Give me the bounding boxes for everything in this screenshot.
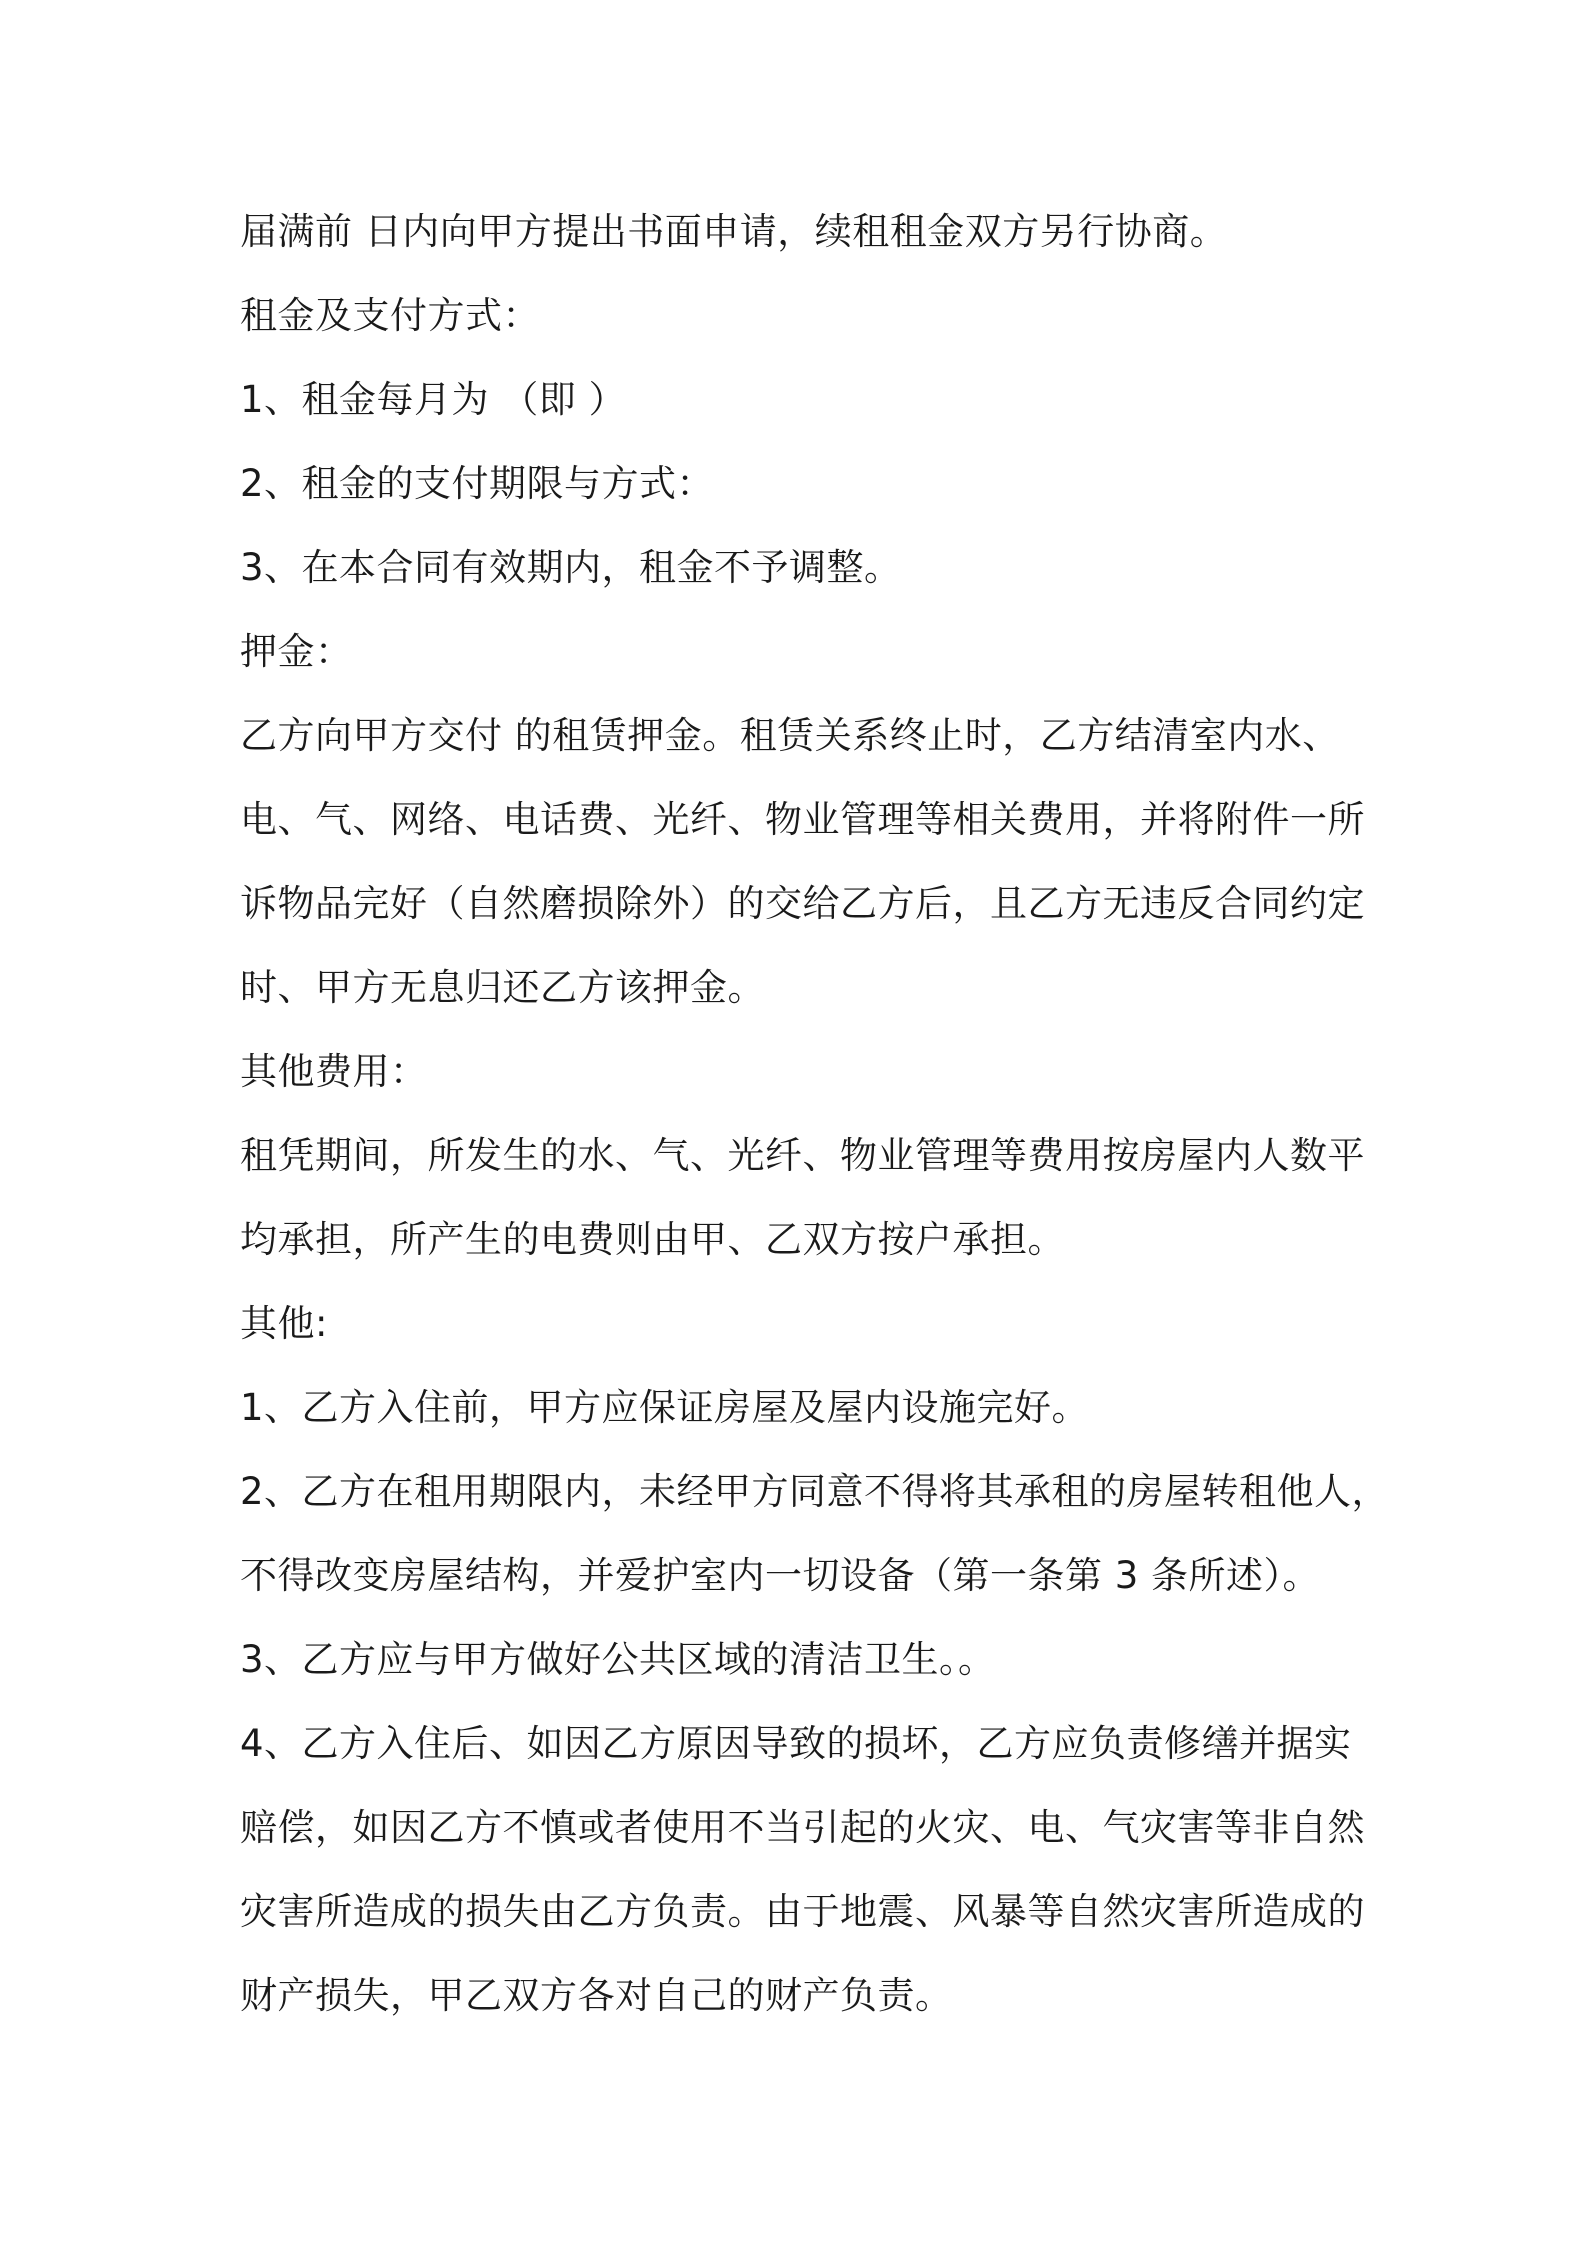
text-line: 不得改变房屋结构，并爱护室内一切设备（第一条第 3 条所述）。 bbox=[240, 1554, 1321, 1597]
list-item: 3、在本合同有效期内，租金不予调整。 bbox=[240, 546, 902, 589]
text-line: 租凭期间，所发生的水、气、光纤、物业管理等费用按房屋内人数平 bbox=[240, 1134, 1365, 1177]
text-line: 财产损失，甲乙双方各对自己的财产负责。 bbox=[240, 1974, 953, 2017]
text-line: 赔偿，如因乙方不慎或者使用不当引起的火灾、电、气灾害等非自然 bbox=[240, 1806, 1365, 1849]
list-item: 1、乙方入住前，甲方应保证房屋及屋内设施完好。 bbox=[240, 1386, 1090, 1429]
section-heading-other: 其他: bbox=[240, 1302, 328, 1345]
document-body bbox=[240, 190, 1390, 2038]
text-line: 电、气、网络、电话费、光纤、物业管理等相关费用，并将附件一所 bbox=[240, 798, 1365, 841]
list-item: 2、租金的支付期限与方式： bbox=[240, 462, 715, 505]
text-line: 灾害所造成的损失由乙方负责。由于地震、风暴等自然灾害所造成的 bbox=[240, 1890, 1365, 1933]
list-item: 2、乙方在租用期限内，未经甲方同意不得将其承租的房屋转租他人， bbox=[240, 1470, 1390, 1513]
list-item: 1、租金每月为 （即 ） bbox=[240, 378, 627, 421]
text-line: 诉物品完好（自然磨损除外）的交给乙方后，且乙方无违反合同约定 bbox=[240, 882, 1365, 925]
list-item: 4、乙方入住后、如因乙方原因导致的损坏，乙方应负责修缮并据实 bbox=[240, 1722, 1352, 1765]
text-line: 时、甲方无息归还乙方该押金。 bbox=[240, 966, 765, 1009]
section-heading-deposit: 押金： bbox=[240, 630, 353, 673]
section-heading-rent-payment: 租金及支付方式： bbox=[240, 294, 540, 337]
text-line: 均承担，所产生的电费则由甲、乙双方按户承担。 bbox=[240, 1218, 1065, 1261]
section-heading-other-fees: 其他费用： bbox=[240, 1050, 428, 1093]
list-item: 3、乙方应与甲方做好公共区域的清洁卫生。。 bbox=[240, 1638, 996, 1681]
text-line: 乙方向甲方交付 的租赁押金。租赁关系终止时，乙方结清室内水、 bbox=[240, 714, 1340, 757]
text-line: 届满前 日内向甲方提出书面申请，续租租金双方另行协商。 bbox=[240, 210, 1228, 253]
